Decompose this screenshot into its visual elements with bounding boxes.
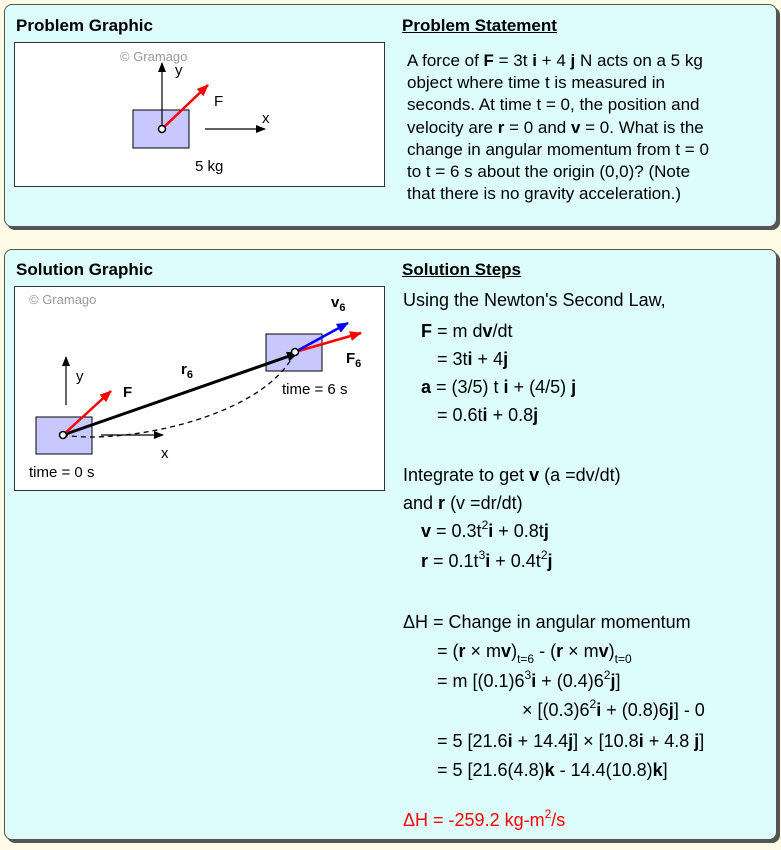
step-line: F = m dv/dt [421, 321, 513, 341]
solution-steps-title: Solution Steps [402, 260, 521, 279]
origin-point [159, 126, 166, 133]
step-line: = 3ti + 4j [437, 349, 509, 369]
solution-graphic [14, 286, 385, 491]
step-line: = $(r \times mv)_{t=6} - (r \times mv)_{t=0}$ [437, 641, 632, 666]
copyright-text: © Gramago [29, 292, 97, 307]
y-label: y [175, 62, 183, 79]
step-line: and r (v =dr/dt) [403, 493, 523, 513]
step-line: = 5 [21.6i + 14.4j] × [10.8i + 4.8 j] [437, 731, 705, 751]
problem-panel [4, 4, 777, 227]
step-line: × $[(0.3)6^2i + (0.8)6j] - 0$ [522, 697, 705, 720]
v6-label: $v_6$ [331, 294, 346, 314]
step-line: Using the Newton's Second Law, [403, 290, 666, 310]
step-line: a = (3/5) t i + (4/5) j [421, 377, 577, 397]
final-answer: ΔH = -259.2 $kg-m^2/s$ [403, 807, 566, 830]
r6-label: $r_6$ [181, 361, 193, 381]
step-line: $r = 0.1t^3i + 0.4t^2j$ [421, 548, 553, 571]
F6-label: $F_6$ [346, 350, 362, 370]
problem-statement: A force of F = 3t i + 4 j N acts on a 5 kg object where time t is measured in seconds. At time t = 0, the position and velocity are r = 0 and v = 0. What is the change in angular momentum from t = 0 to t = 6 s about the origin (0,0)? (Note that there is no gravity acceleration.) [407, 51, 709, 204]
step-line: $v = 0.3t^2i + 0.8tj$ [421, 518, 549, 541]
force-label-t0: F [123, 384, 133, 401]
step-line: ΔH = Change in angular momentum [403, 612, 691, 632]
time0-label: time = 0 s [29, 464, 95, 481]
mass-label: 5 kg [195, 158, 224, 175]
step-line: = 0.6ti + 0.8j [437, 405, 539, 425]
step-line: Integrate to get v (a =dv/dt) [403, 465, 621, 485]
solution-graphic-title: Solution Graphic [16, 260, 153, 279]
step-line: = m $[(0.1)6^3i + (0.4)6^2j]$ [437, 668, 621, 691]
force-label: F [214, 93, 224, 110]
point-t0 [60, 432, 67, 439]
step-line: = 5 [21.6(4.8)k - 14.4(10.8)k] [437, 760, 668, 780]
copyright-text: © Gramago [120, 49, 188, 64]
x-label: x [262, 110, 270, 127]
time6-label: time = 6 s [282, 381, 348, 398]
y-label: y [76, 368, 84, 385]
problem-statement-title: Problem Statement [402, 16, 557, 35]
x-label: x [161, 445, 169, 462]
problem-graphic-title: Problem Graphic [16, 16, 153, 35]
point-t6 [292, 349, 299, 356]
problem-graphic [14, 42, 385, 187]
